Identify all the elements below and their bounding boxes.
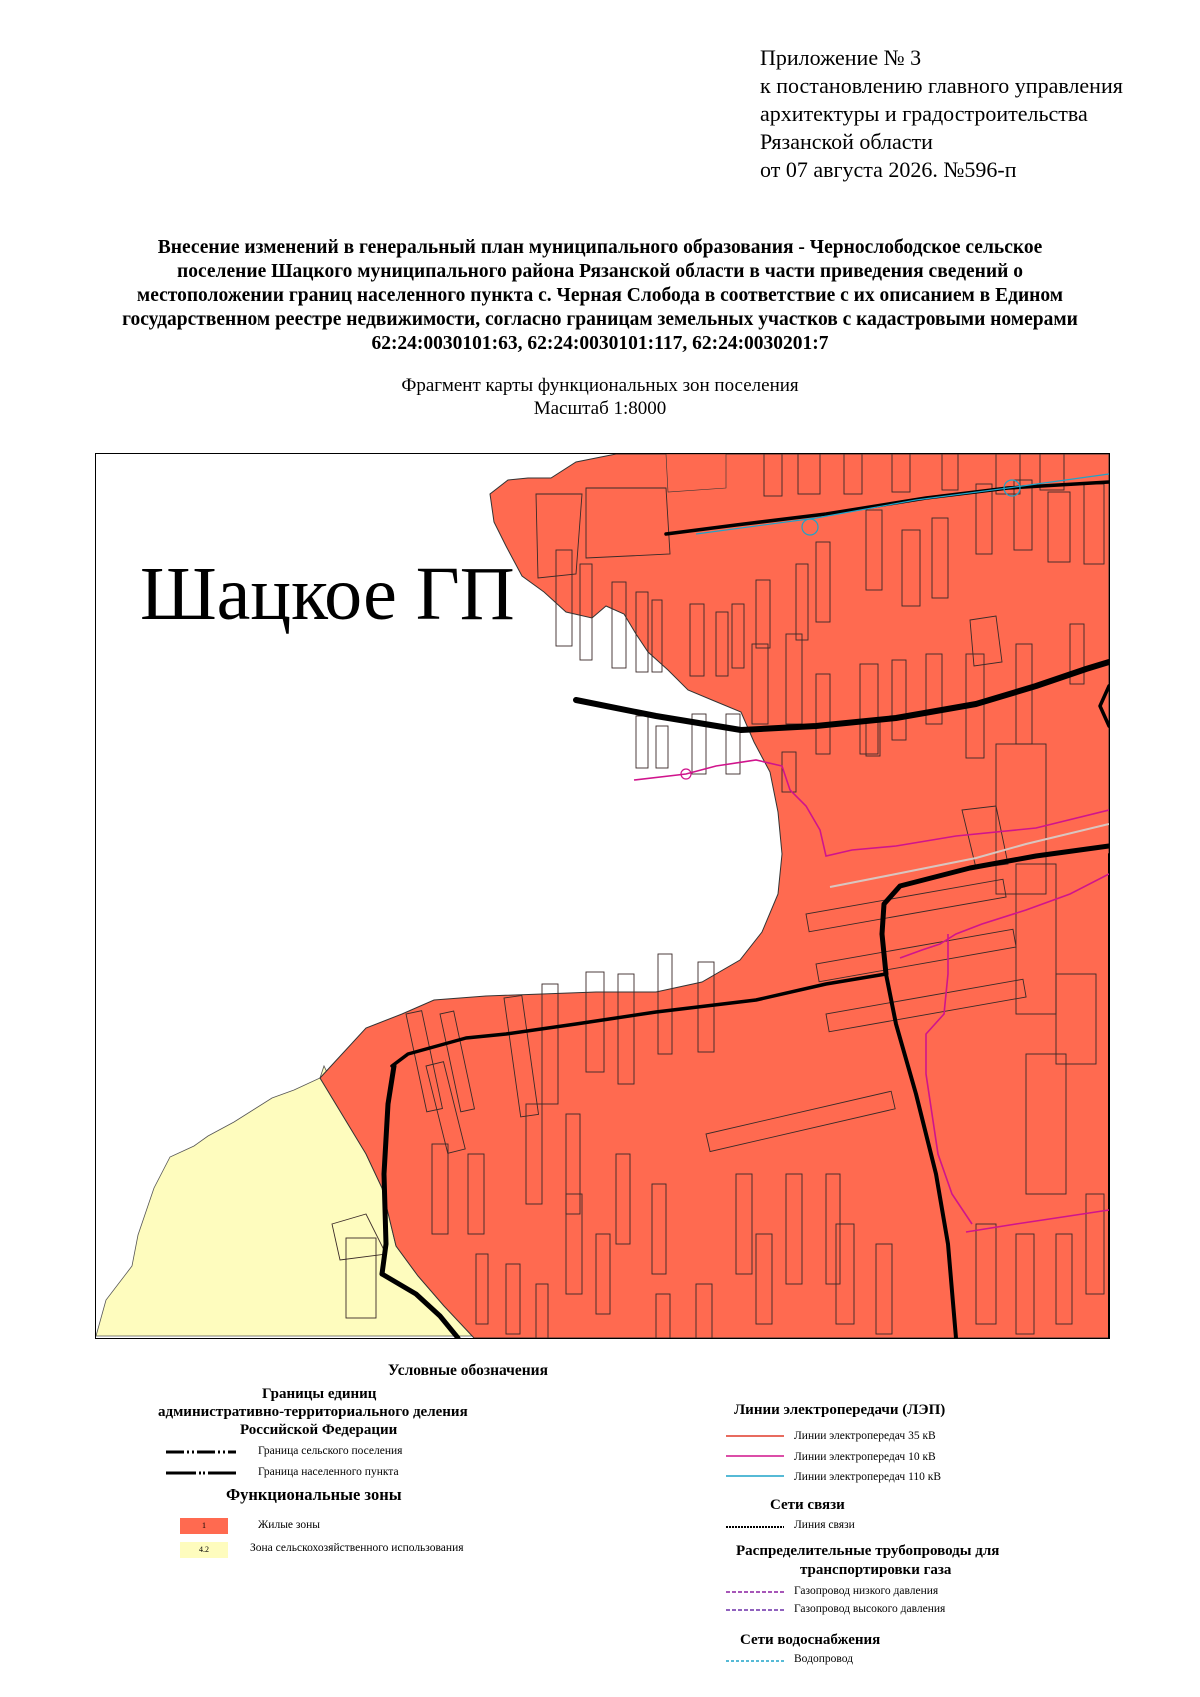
legend-swatch-agricultural: 4.2 — [180, 1542, 228, 1558]
map-frame[interactable] — [95, 453, 1110, 1339]
legend-lep-heading: Линии электропередачи (ЛЭП) — [734, 1402, 946, 1418]
legend-lep-symbols — [724, 1430, 786, 1480]
legend-boundaries-heading-1: Границы единиц — [262, 1386, 377, 1402]
title-line-1: Внесение изменений в генеральный план муниципального образования - Чернослободское сельское — [157, 237, 1043, 258]
legend-gas-high: Газопровод высокого давления — [794, 1603, 946, 1615]
map-scale: Масштаб 1:8000 — [533, 398, 667, 419]
legend-comm-heading: Сети связи — [770, 1497, 845, 1513]
title-line-3: местоположении границ населенного пункта с. Черная Слобода в соответствие с их описанием в Едином — [136, 285, 1064, 306]
appendix-line-4: Рязанской области — [760, 129, 933, 154]
residential-zone-top — [666, 454, 726, 492]
legend-heading: Условные обозначения — [388, 1362, 549, 1379]
legend-residential: Жилые зоны — [258, 1519, 321, 1531]
title-line-5: 62:24:0030101:63, 62:24:0030101:117, 62:24:0030201:7 — [371, 333, 829, 354]
appendix-line-1: Приложение № 3 — [760, 45, 922, 70]
legend-swatch-residential: 1 — [180, 1518, 228, 1534]
legend-settlement-boundary: Граница населенного пункта — [258, 1466, 399, 1478]
document-title — [60, 236, 1140, 356]
map-fragment-caption: Фрагмент карты функциональных зон поселения — [401, 375, 799, 396]
legend-gas-heading-2: транспортировки газа — [800, 1562, 952, 1578]
legend-agricultural: Зона сельскохозяйственного использования — [250, 1542, 464, 1554]
appendix-line-5: от 07 августа 2026. №596-п — [760, 157, 1017, 182]
map-label-shatskoe: Шацкое ГП — [140, 552, 515, 636]
legend-water-line: Водопровод — [794, 1653, 853, 1665]
legend-lep110: Линии электропередач 110 кВ — [794, 1471, 942, 1483]
map-canvas — [96, 454, 1109, 1338]
title-line-4: государственном реестре недвижимости, согласно границам земельных участков с кадастровыми номерами — [122, 309, 1078, 330]
legend-boundaries-heading-2: административно-территориального деления — [158, 1404, 468, 1420]
legend-comm-line: Линия связи — [794, 1519, 855, 1531]
legend-gas-heading-1: Распределительные трубопроводы для — [736, 1543, 1000, 1559]
legend-boundary-symbols — [164, 1446, 238, 1486]
appendix-line-2: к постановлению главного управления — [760, 73, 1123, 98]
appendix-line-3: архитектуры и градостроительства — [760, 101, 1088, 126]
legend-gas-low: Газопровод низкого давления — [794, 1585, 939, 1597]
legend-gas-symbols — [724, 1586, 786, 1616]
legend-rural-boundary: Граница сельского поселения — [258, 1445, 403, 1457]
legend-water-heading: Сети водоснабжения — [740, 1632, 881, 1648]
legend-comm-symbol — [724, 1522, 786, 1532]
legend-zones-heading: Функциональные зоны — [226, 1485, 402, 1504]
legend-boundaries-heading-3: Российской Федерации — [240, 1422, 398, 1438]
title-line-2: поселение Шацкого муниципального района Рязанской области в части приведения сведений о — [177, 261, 1023, 282]
map-subtitle — [300, 374, 900, 420]
legend-lep35: Линии электропередач 35 кВ — [794, 1430, 936, 1442]
legend-lep10: Линии электропередач 10 кВ — [794, 1451, 936, 1463]
appendix-block — [760, 44, 1123, 184]
legend-water-symbol — [724, 1656, 786, 1666]
